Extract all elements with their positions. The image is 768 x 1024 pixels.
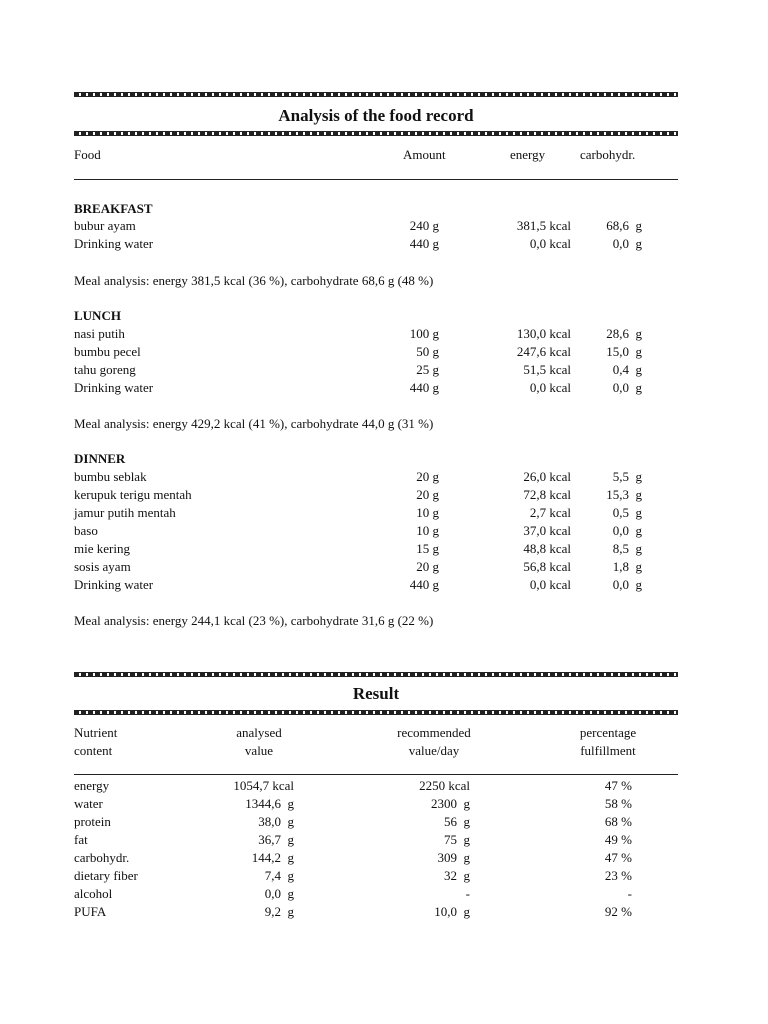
food-carb: 5,5 g — [612, 469, 642, 484]
analysed-value: 7,4 g — [264, 868, 294, 883]
percentage-value: 23 % — [604, 868, 632, 883]
analysed-value: 0,0 g — [264, 886, 294, 901]
header-recommended-2: value/day — [408, 743, 460, 758]
food-amount: 20 g — [416, 487, 439, 502]
food-carb: 8,5 g — [612, 541, 642, 556]
header-amount: Amount — [403, 147, 446, 162]
food-carb: 0,4 g — [612, 362, 642, 377]
double-rule-top — [74, 92, 678, 97]
nutrient-row — [74, 795, 678, 813]
nutrient-name: water — [74, 796, 103, 811]
food-name: bubur ayam — [74, 218, 136, 233]
nutrient-name: alcohol — [74, 886, 113, 901]
food-amount: 440 g — [409, 236, 439, 251]
food-energy: 0,0 kcal — [529, 380, 571, 395]
result-title: Result — [352, 684, 400, 703]
food-row — [74, 468, 678, 486]
food-amount: 440 g — [409, 577, 439, 592]
food-row — [74, 486, 678, 504]
nutrient-name: carbohydr. — [74, 850, 130, 865]
dinner-analysis: Meal analysis: energy 244,1 kcal (23 %), carbohydrate 31,6 g (22 %) — [74, 613, 434, 628]
percentage-value: 68 % — [604, 814, 632, 829]
food-row — [74, 325, 678, 343]
analysed-value: 144,2 g — [251, 850, 294, 865]
percentage-value: 49 % — [604, 832, 632, 847]
recommended-value: 56 g — [444, 814, 470, 829]
food-name: bumbu pecel — [74, 344, 141, 359]
analysed-value: 38,0 g — [258, 814, 294, 829]
food-carb: 0,0 g — [612, 236, 642, 251]
percentage-value: 58 % — [604, 796, 632, 811]
breakfast-heading: BREAKFAST — [74, 201, 153, 216]
food-name: Drinking water — [74, 236, 154, 251]
food-name: jamur putih mentah — [74, 505, 176, 520]
nutrient-row — [74, 849, 678, 867]
food-carb: 0,0 g — [612, 577, 642, 592]
dinner-heading: DINNER — [74, 451, 126, 466]
food-name: bumbu seblak — [74, 469, 147, 484]
food-name: tahu goreng — [74, 362, 136, 377]
nutrient-name: PUFA — [74, 904, 107, 919]
percentage-value: 92 % — [604, 904, 632, 919]
nutrient-row — [74, 867, 678, 885]
food-carb: 68,6 g — [606, 218, 642, 233]
food-record-title: Analysis of the food record — [278, 106, 474, 125]
nutrient-row — [74, 831, 678, 849]
percentage-value: 47 % — [604, 778, 632, 793]
header-energy: energy — [510, 147, 546, 162]
recommended-value: - — [465, 886, 470, 901]
food-energy: 26,0 kcal — [523, 469, 571, 484]
food-energy: 381,5 kcal — [516, 218, 571, 233]
food-amount: 25 g — [416, 362, 439, 377]
analysed-value: 1054,7 kcal — [233, 778, 294, 793]
food-carb: 0,0 g — [612, 523, 642, 538]
recommended-value: 2300 g — [431, 796, 470, 811]
food-name: Drinking water — [74, 380, 154, 395]
analysed-value: 36,7 g — [258, 832, 294, 847]
nutrient-row — [74, 777, 678, 795]
food-energy: 51,5 kcal — [523, 362, 571, 377]
food-energy: 48,8 kcal — [523, 541, 571, 556]
food-name: mie kering — [74, 541, 130, 556]
recommended-value: 32 g — [444, 868, 470, 883]
nutrient-name: fat — [74, 832, 88, 847]
food-amount: 10 g — [416, 505, 439, 520]
food-amount: 240 g — [409, 218, 439, 233]
food-energy: 37,0 kcal — [523, 523, 571, 538]
food-row — [74, 504, 678, 522]
food-name: nasi putih — [74, 326, 125, 341]
food-carb: 15,3 g — [606, 487, 642, 502]
food-carb: 28,6 g — [606, 326, 642, 341]
recommended-value: 309 g — [437, 850, 470, 865]
food-energy: 0,0 kcal — [529, 236, 571, 251]
recommended-value: 10,0 g — [434, 904, 470, 919]
food-amount: 15 g — [416, 541, 439, 556]
food-name: sosis ayam — [74, 559, 131, 574]
nutrient-name: dietary fiber — [74, 868, 138, 883]
food-amount: 20 g — [416, 469, 439, 484]
food-name: Drinking water — [74, 577, 154, 592]
food-row — [74, 540, 678, 558]
food-amount: 100 g — [409, 326, 439, 341]
food-row — [74, 522, 678, 540]
analysed-value: 9,2 g — [264, 904, 294, 919]
nutrient-name: protein — [74, 814, 111, 829]
food-row — [74, 217, 678, 235]
food-row — [74, 343, 678, 361]
analysed-value: 1344,6 g — [245, 796, 294, 811]
food-carb: 1,8 g — [612, 559, 642, 574]
recommended-value: 75 g — [444, 832, 470, 847]
food-amount: 10 g — [416, 523, 439, 538]
percentage-value: 47 % — [604, 850, 632, 865]
lunch-analysis: Meal analysis: energy 429,2 kcal (41 %), carbohydrate 44,0 g (31 %) — [74, 416, 434, 431]
header-food: Food — [74, 147, 101, 162]
header-analysed-1: analysed — [236, 725, 282, 740]
food-energy: 2,7 kcal — [529, 505, 571, 520]
food-row — [74, 576, 678, 594]
breakfast-analysis: Meal analysis: energy 381,5 kcal (36 %), carbohydrate 68,6 g (48 %) — [74, 273, 434, 288]
header-percentage-2: fulfillment — [580, 743, 636, 758]
food-energy: 247,6 kcal — [516, 344, 571, 359]
food-energy: 0,0 kcal — [529, 577, 571, 592]
header-percentage-1: percentage — [579, 725, 637, 740]
food-row — [74, 235, 678, 253]
food-row — [74, 379, 678, 397]
double-rule-under-title — [74, 131, 678, 136]
food-amount: 50 g — [416, 344, 439, 359]
food-carb: 0,0 g — [612, 380, 642, 395]
result-header-rule — [74, 774, 678, 775]
food-energy: 130,0 kcal — [516, 326, 571, 341]
lunch-heading: LUNCH — [74, 308, 121, 323]
food-amount: 440 g — [409, 380, 439, 395]
header-rule — [74, 179, 678, 180]
header-nutrient-2: content — [74, 743, 113, 758]
food-amount: 20 g — [416, 559, 439, 574]
food-row — [74, 361, 678, 379]
header-recommended-1: recommended — [397, 725, 471, 740]
header-nutrient-1: Nutrient — [74, 725, 118, 740]
recommended-value: 2250 kcal — [419, 778, 470, 793]
double-rule-result-top — [74, 672, 678, 677]
header-analysed-2: value — [244, 743, 274, 758]
food-energy: 56,8 kcal — [523, 559, 571, 574]
nutrient-name: energy — [74, 778, 110, 793]
food-carb: 15,0 g — [606, 344, 642, 359]
food-name: kerupuk terigu mentah — [74, 487, 192, 502]
food-carb: 0,5 g — [612, 505, 642, 520]
food-energy: 72,8 kcal — [523, 487, 571, 502]
double-rule-result-under-title — [74, 710, 678, 715]
nutrient-row — [74, 903, 678, 921]
food-name: baso — [74, 523, 98, 538]
nutrient-row — [74, 885, 678, 903]
header-carbohydr: carbohydr. — [580, 147, 636, 162]
percentage-value: - — [627, 886, 632, 901]
nutrient-row — [74, 813, 678, 831]
food-row — [74, 558, 678, 576]
